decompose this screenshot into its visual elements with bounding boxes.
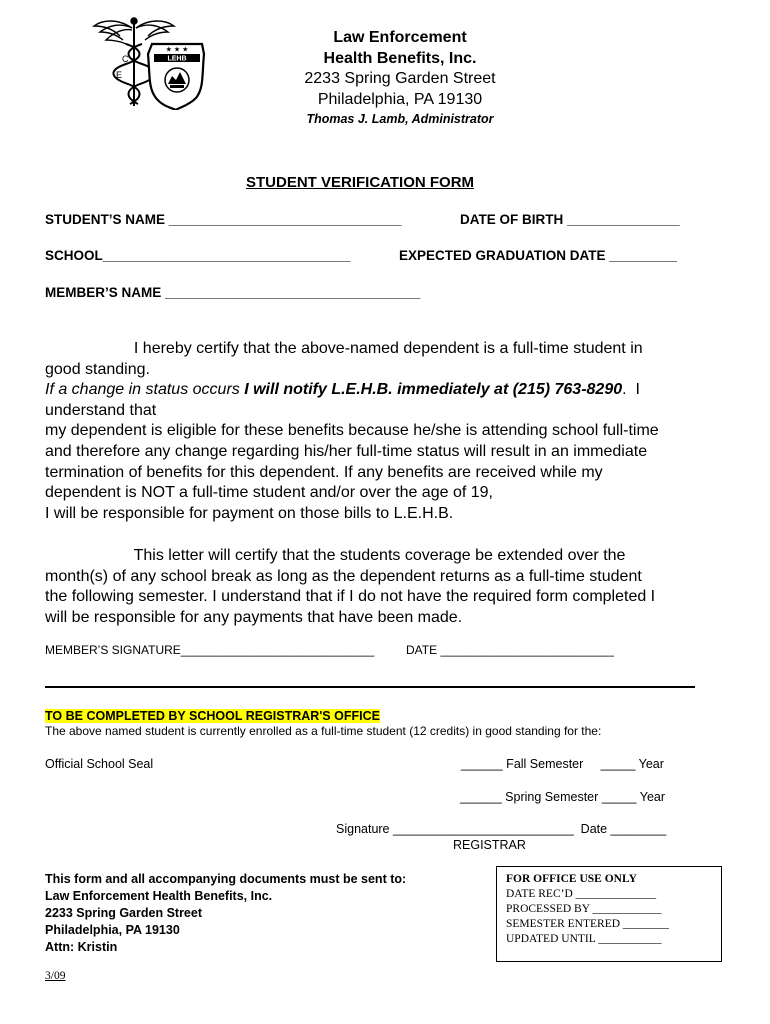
registrar-heading bbox=[45, 707, 380, 725]
mailing-line: This form and all accompanying documents must be sent to: bbox=[45, 872, 407, 886]
processed-by-field[interactable]: PROCESSED BY ____________ bbox=[506, 903, 662, 915]
mailing-line: Philadelphia, PA 19130 bbox=[45, 923, 180, 937]
cert-italic-after: . I bbox=[622, 381, 640, 399]
cert-line: understand that bbox=[45, 401, 157, 419]
revision-date: 3/09 bbox=[45, 970, 66, 982]
mailing-instructions bbox=[45, 871, 406, 956]
mailing-line: 2233 Spring Garden Street bbox=[45, 906, 203, 920]
office-use-box bbox=[496, 866, 722, 962]
form-title: STUDENT VERIFICATION FORM bbox=[246, 174, 475, 191]
cert-italic-lead: If a change in status occurs bbox=[45, 381, 245, 399]
svg-text:★ ★ ★: ★ ★ ★ bbox=[165, 46, 189, 54]
mailing-line: Law Enforcement Health Benefits, Inc. bbox=[45, 889, 273, 903]
date-received-field[interactable]: DATE REC’D ______________ bbox=[506, 888, 657, 900]
spring-semester-field[interactable]: ______ Spring Semester _____ Year bbox=[460, 790, 666, 804]
updated-until-field[interactable]: UPDATED UNTIL ___________ bbox=[506, 933, 662, 945]
student-name-field[interactable]: STUDENT’S NAME _______________________________ bbox=[45, 212, 402, 227]
registrar-label: REGISTRAR bbox=[453, 838, 526, 852]
svg-text:C: C bbox=[122, 54, 129, 64]
ext-line: month(s) of any school break as long as the dependent returns as a full-time student bbox=[45, 567, 642, 585]
badge-icon bbox=[148, 44, 204, 110]
mailing-line: Attn: Kristin bbox=[45, 940, 118, 954]
member-name-field[interactable]: MEMBER’S NAME __________________________________ bbox=[45, 285, 421, 300]
semester-entered-field[interactable]: SEMESTER ENTERED ________ bbox=[506, 918, 669, 930]
section-divider bbox=[45, 686, 695, 688]
certification-paragraph bbox=[45, 339, 735, 524]
cert-line: and therefore any change regarding his/her full-time status will result in an immediate bbox=[45, 442, 648, 460]
cert-phone-notice: I will notify L.E.H.B. immediately at (215) 763-8290 bbox=[244, 381, 623, 399]
ext-line: the following semester. I understand that if I do not have the required form completed I bbox=[45, 588, 656, 606]
registrar-intro: The above named student is currently enrolled as a full-time student (12 credits) in good standing for the: bbox=[45, 724, 602, 738]
lehb-logo bbox=[92, 14, 208, 110]
official-school-seal-label: Official School Seal bbox=[45, 757, 154, 771]
expected-graduation-field[interactable]: EXPECTED GRADUATION DATE _________ bbox=[399, 248, 677, 263]
office-use-title: FOR OFFICE USE ONLY bbox=[506, 873, 637, 885]
org-address-line2: Philadelphia, PA 19130 bbox=[317, 91, 483, 108]
member-signature-field[interactable]: MEMBER’S SIGNATURE_____________________________ bbox=[45, 643, 375, 657]
org-name-line2: Health Benefits, Inc. bbox=[323, 50, 477, 67]
administrator-name: Thomas J. Lamb, Administrator bbox=[306, 112, 494, 126]
registrar-heading-text: TO BE COMPLETED BY SCHOOL REGISTRAR'S OFFICE bbox=[45, 709, 380, 723]
svg-text:E: E bbox=[116, 70, 123, 80]
cert-line: I hereby certify that the above-named dependent is a full-time student in bbox=[45, 340, 643, 357]
badge-text: LEHB bbox=[167, 55, 187, 63]
cert-line: dependent is NOT a full-time student and/or over the age of 19, bbox=[45, 484, 493, 502]
org-name-line1: Law Enforcement bbox=[333, 29, 467, 46]
school-field[interactable]: SCHOOL_________________________________ bbox=[45, 248, 351, 263]
extension-paragraph bbox=[45, 546, 735, 628]
fall-semester-field[interactable]: ______ Fall Semester _____ Year bbox=[461, 757, 664, 771]
registrar-signature-field[interactable]: Signature __________________________ Date ________ bbox=[336, 822, 667, 836]
date-of-birth-field[interactable]: DATE OF BIRTH _______________ bbox=[460, 212, 680, 227]
cert-line-notify bbox=[45, 380, 735, 401]
cert-line: I will be responsible for payment on those bills to L.E.H.B. bbox=[45, 504, 454, 522]
cert-line: my dependent is eligible for these benefits because he/she is attending school full-time bbox=[45, 422, 659, 440]
cert-line: good standing. bbox=[45, 360, 150, 378]
ext-line: This letter will certify that the students coverage be extended over the bbox=[45, 547, 626, 564]
cert-line: termination of benefits for this dependent. If any benefits are received while my bbox=[45, 463, 603, 481]
member-signature-date-field[interactable]: DATE __________________________ bbox=[406, 643, 614, 657]
org-address-line1: 2233 Spring Garden Street bbox=[304, 70, 496, 87]
ext-line: will be responsible for any payments that have been made. bbox=[45, 608, 463, 626]
